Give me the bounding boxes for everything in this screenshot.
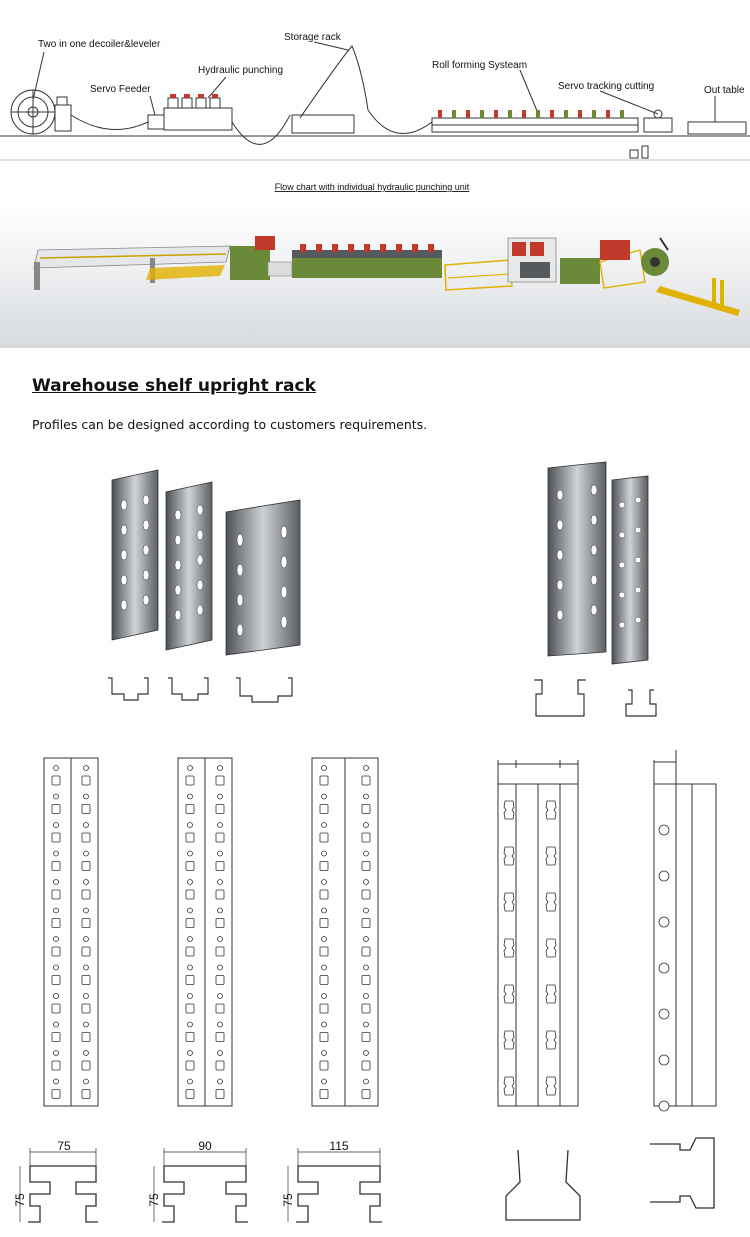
- round-hole: [364, 1079, 369, 1084]
- profile-sections-right: [534, 680, 656, 716]
- round-hole: [364, 766, 369, 771]
- dim-height-115: 75: [281, 1193, 295, 1207]
- teardrop-hole: [504, 1031, 514, 1049]
- teardrop-hole: [504, 1077, 514, 1095]
- slot-hole: [186, 862, 194, 871]
- round-hole: [84, 794, 89, 799]
- round-hole: [54, 1051, 59, 1056]
- slot-hole: [216, 805, 224, 814]
- round-hole: [322, 908, 327, 913]
- slot-hole: [186, 976, 194, 985]
- round-hole: [364, 965, 369, 970]
- slot-hole: [186, 1090, 194, 1099]
- round-hole: [54, 766, 59, 771]
- slot-hole: [362, 862, 370, 871]
- round-hole: [188, 937, 193, 942]
- slot-hole: [52, 1090, 60, 1099]
- label-roll-forming: Roll forming Systeam: [432, 60, 528, 71]
- round-hole: [54, 994, 59, 999]
- slot-hole: [82, 919, 90, 928]
- cross-section-narrow: [650, 1138, 714, 1208]
- slot-hole: [186, 1033, 194, 1042]
- teardrop-hole: [546, 893, 556, 911]
- round-hole: [84, 1051, 89, 1056]
- round-hole: [322, 794, 327, 799]
- round-hole: [84, 908, 89, 913]
- round-hole: [218, 994, 223, 999]
- slot-hole: [52, 1033, 60, 1042]
- round-hole: [364, 994, 369, 999]
- slot-hole: [52, 976, 60, 985]
- round-hole: [54, 965, 59, 970]
- round-hole: [188, 994, 193, 999]
- slot-hole: [362, 1033, 370, 1042]
- round-hole: [54, 794, 59, 799]
- round-hole: [84, 823, 89, 828]
- round-hole: [322, 937, 327, 942]
- slot-hole: [216, 1090, 224, 1099]
- round-hole: [84, 880, 89, 885]
- slot-hole: [362, 1004, 370, 1013]
- teardrop-hole: [504, 893, 514, 911]
- round-hole: [218, 937, 223, 942]
- upright-3d-group-right: [548, 462, 648, 664]
- round-hole: [84, 937, 89, 942]
- roll-forming-stations: [438, 110, 624, 118]
- decoiler-drawing: [11, 90, 71, 134]
- round-hole: [322, 1079, 327, 1084]
- teardrop-hole: [504, 847, 514, 865]
- label-hydraulic-punching: Hydraulic punching: [198, 65, 284, 76]
- servo-feeder-drawing: [148, 115, 164, 129]
- slot-hole: [82, 776, 90, 785]
- teardrop-hole: [546, 847, 556, 865]
- label-servo-feeder: Servo Feeder: [90, 84, 151, 95]
- slot-hole: [216, 947, 224, 956]
- slot-hole: [186, 947, 194, 956]
- round-hole: [188, 1051, 193, 1056]
- flat-upright-narrow: [654, 750, 716, 1106]
- label-storage-rack: Storage rack: [284, 32, 341, 43]
- slot-hole: [320, 805, 328, 814]
- teardrop-hole: [504, 939, 514, 957]
- flowchart-caption: Flow chart with individual hydraulic punching unit: [274, 182, 470, 192]
- slot-hole: [216, 919, 224, 928]
- label-out-table: Out table: [704, 85, 745, 96]
- round-hole: [84, 851, 89, 856]
- slot-hole: [362, 1061, 370, 1070]
- cross-sections: [28, 1138, 714, 1222]
- round-hole: [218, 965, 223, 970]
- round-hole: [364, 1022, 369, 1027]
- strip-curve-2: [232, 115, 290, 144]
- round-hole: [322, 851, 327, 856]
- teardrop-hole: [546, 985, 556, 1003]
- round-hole: [218, 851, 223, 856]
- label-decoiler: Two in one decoiler&leveler: [38, 39, 161, 50]
- round-hole: [188, 880, 193, 885]
- round-hole: [659, 871, 669, 881]
- profile-sections-left: [108, 678, 292, 702]
- round-hole: [84, 1079, 89, 1084]
- slot-hole: [216, 862, 224, 871]
- slot-hole: [186, 1004, 194, 1013]
- slot-hole: [320, 1090, 328, 1099]
- round-hole: [659, 1101, 669, 1111]
- servo-cutting-drawing: [630, 110, 672, 158]
- slot-hole: [82, 833, 90, 842]
- teardrop-hole: [546, 939, 556, 957]
- slot-hole: [52, 862, 60, 871]
- round-hole: [84, 994, 89, 999]
- round-hole: [188, 908, 193, 913]
- slot-hole: [362, 1090, 370, 1099]
- strip-curve-3: [300, 46, 432, 134]
- dim-height-75: 75: [13, 1193, 27, 1207]
- round-hole: [364, 937, 369, 942]
- cross-section-75: [28, 1166, 98, 1222]
- round-hole: [659, 1055, 669, 1065]
- slot-hole: [320, 976, 328, 985]
- slot-hole: [82, 947, 90, 956]
- round-hole: [218, 1022, 223, 1027]
- slot-hole: [82, 1004, 90, 1013]
- slot-hole: [320, 833, 328, 842]
- slot-hole: [320, 776, 328, 785]
- round-hole: [218, 880, 223, 885]
- round-hole: [322, 766, 327, 771]
- slot-hole: [362, 919, 370, 928]
- teardrop-hole: [546, 1077, 556, 1095]
- round-hole: [218, 908, 223, 913]
- slot-hole: [216, 890, 224, 899]
- round-hole: [659, 917, 669, 927]
- round-hole: [218, 794, 223, 799]
- round-hole: [54, 937, 59, 942]
- round-hole: [188, 965, 193, 970]
- round-hole: [188, 766, 193, 771]
- slot-hole: [216, 1061, 224, 1070]
- slot-hole: [320, 919, 328, 928]
- round-hole: [322, 1051, 327, 1056]
- round-hole: [54, 880, 59, 885]
- round-hole: [188, 1022, 193, 1027]
- dimension-lines: [20, 1148, 380, 1222]
- slot-hole: [320, 1004, 328, 1013]
- round-hole: [364, 1051, 369, 1056]
- slot-hole: [320, 862, 328, 871]
- hydraulic-punching-drawing: [164, 98, 232, 130]
- slot-hole: [186, 1061, 194, 1070]
- cross-section-115: [296, 1166, 382, 1222]
- round-hole: [84, 766, 89, 771]
- slot-hole: [362, 776, 370, 785]
- round-hole: [322, 1022, 327, 1027]
- slot-hole: [82, 1061, 90, 1070]
- teardrop-hole: [504, 801, 514, 819]
- round-hole: [218, 766, 223, 771]
- slot-hole: [186, 919, 194, 928]
- hole-pattern: [52, 766, 669, 1112]
- round-hole: [188, 823, 193, 828]
- slot-hole: [52, 833, 60, 842]
- round-hole: [659, 825, 669, 835]
- round-hole: [188, 794, 193, 799]
- round-hole: [218, 1051, 223, 1056]
- teardrop-hole: [504, 985, 514, 1003]
- round-hole: [54, 908, 59, 913]
- round-hole: [84, 1022, 89, 1027]
- dim-width-115: 115: [329, 1139, 349, 1153]
- round-hole: [364, 851, 369, 856]
- slot-hole: [82, 805, 90, 814]
- slot-hole: [362, 947, 370, 956]
- slot-hole: [82, 890, 90, 899]
- upright-3d-group-left: [112, 470, 300, 655]
- dim-height-90: 75: [147, 1193, 161, 1207]
- slot-hole: [52, 919, 60, 928]
- round-hole: [218, 823, 223, 828]
- slot-hole: [362, 805, 370, 814]
- slot-hole: [320, 1061, 328, 1070]
- slot-hole: [216, 833, 224, 842]
- slot-hole: [186, 805, 194, 814]
- slot-hole: [216, 1033, 224, 1042]
- slot-hole: [82, 862, 90, 871]
- round-hole: [54, 1022, 59, 1027]
- slot-hole: [362, 833, 370, 842]
- slot-hole: [216, 776, 224, 785]
- round-hole: [364, 794, 369, 799]
- flat-upright-drawings: [44, 750, 716, 1106]
- slot-hole: [216, 1004, 224, 1013]
- cross-section-90: [162, 1166, 248, 1222]
- round-hole: [84, 965, 89, 970]
- cross-section-wide: [506, 1150, 580, 1220]
- slot-hole: [186, 833, 194, 842]
- slot-hole: [186, 776, 194, 785]
- round-hole: [218, 1079, 223, 1084]
- round-hole: [188, 1079, 193, 1084]
- slot-hole: [82, 1090, 90, 1099]
- label-servo-cutting: Servo tracking cutting: [558, 81, 655, 92]
- teardrop-hole: [546, 1031, 556, 1049]
- round-hole: [54, 851, 59, 856]
- round-hole: [322, 994, 327, 999]
- dim-width-75: 75: [57, 1139, 71, 1153]
- round-hole: [54, 1079, 59, 1084]
- round-hole: [322, 965, 327, 970]
- round-hole: [364, 880, 369, 885]
- round-hole: [54, 823, 59, 828]
- slot-hole: [52, 890, 60, 899]
- out-table-drawing: [688, 122, 746, 134]
- round-hole: [322, 880, 327, 885]
- section-subtitle: Profiles can be designed according to customers requirements.: [32, 417, 428, 432]
- round-hole: [364, 908, 369, 913]
- slot-hole: [362, 976, 370, 985]
- teardrop-hole: [546, 801, 556, 819]
- slot-hole: [52, 805, 60, 814]
- round-hole: [188, 851, 193, 856]
- round-hole: [322, 823, 327, 828]
- slot-hole: [186, 890, 194, 899]
- slot-hole: [320, 890, 328, 899]
- slot-hole: [52, 776, 60, 785]
- slot-hole: [82, 1033, 90, 1042]
- slot-hole: [320, 947, 328, 956]
- slot-hole: [320, 1033, 328, 1042]
- slot-hole: [52, 1004, 60, 1013]
- round-hole: [659, 1009, 669, 1019]
- section-title: Warehouse shelf upright rack: [32, 376, 316, 396]
- slot-hole: [216, 976, 224, 985]
- round-hole: [364, 823, 369, 828]
- storage-rack-drawing: [292, 115, 354, 133]
- slot-hole: [52, 1061, 60, 1070]
- slot-hole: [52, 947, 60, 956]
- slot-hole: [82, 976, 90, 985]
- round-hole: [659, 963, 669, 973]
- roll-forming-drawing: [432, 118, 638, 132]
- slot-hole: [362, 890, 370, 899]
- dim-width-90: 90: [198, 1139, 212, 1153]
- strip-curve-1: [71, 115, 148, 130]
